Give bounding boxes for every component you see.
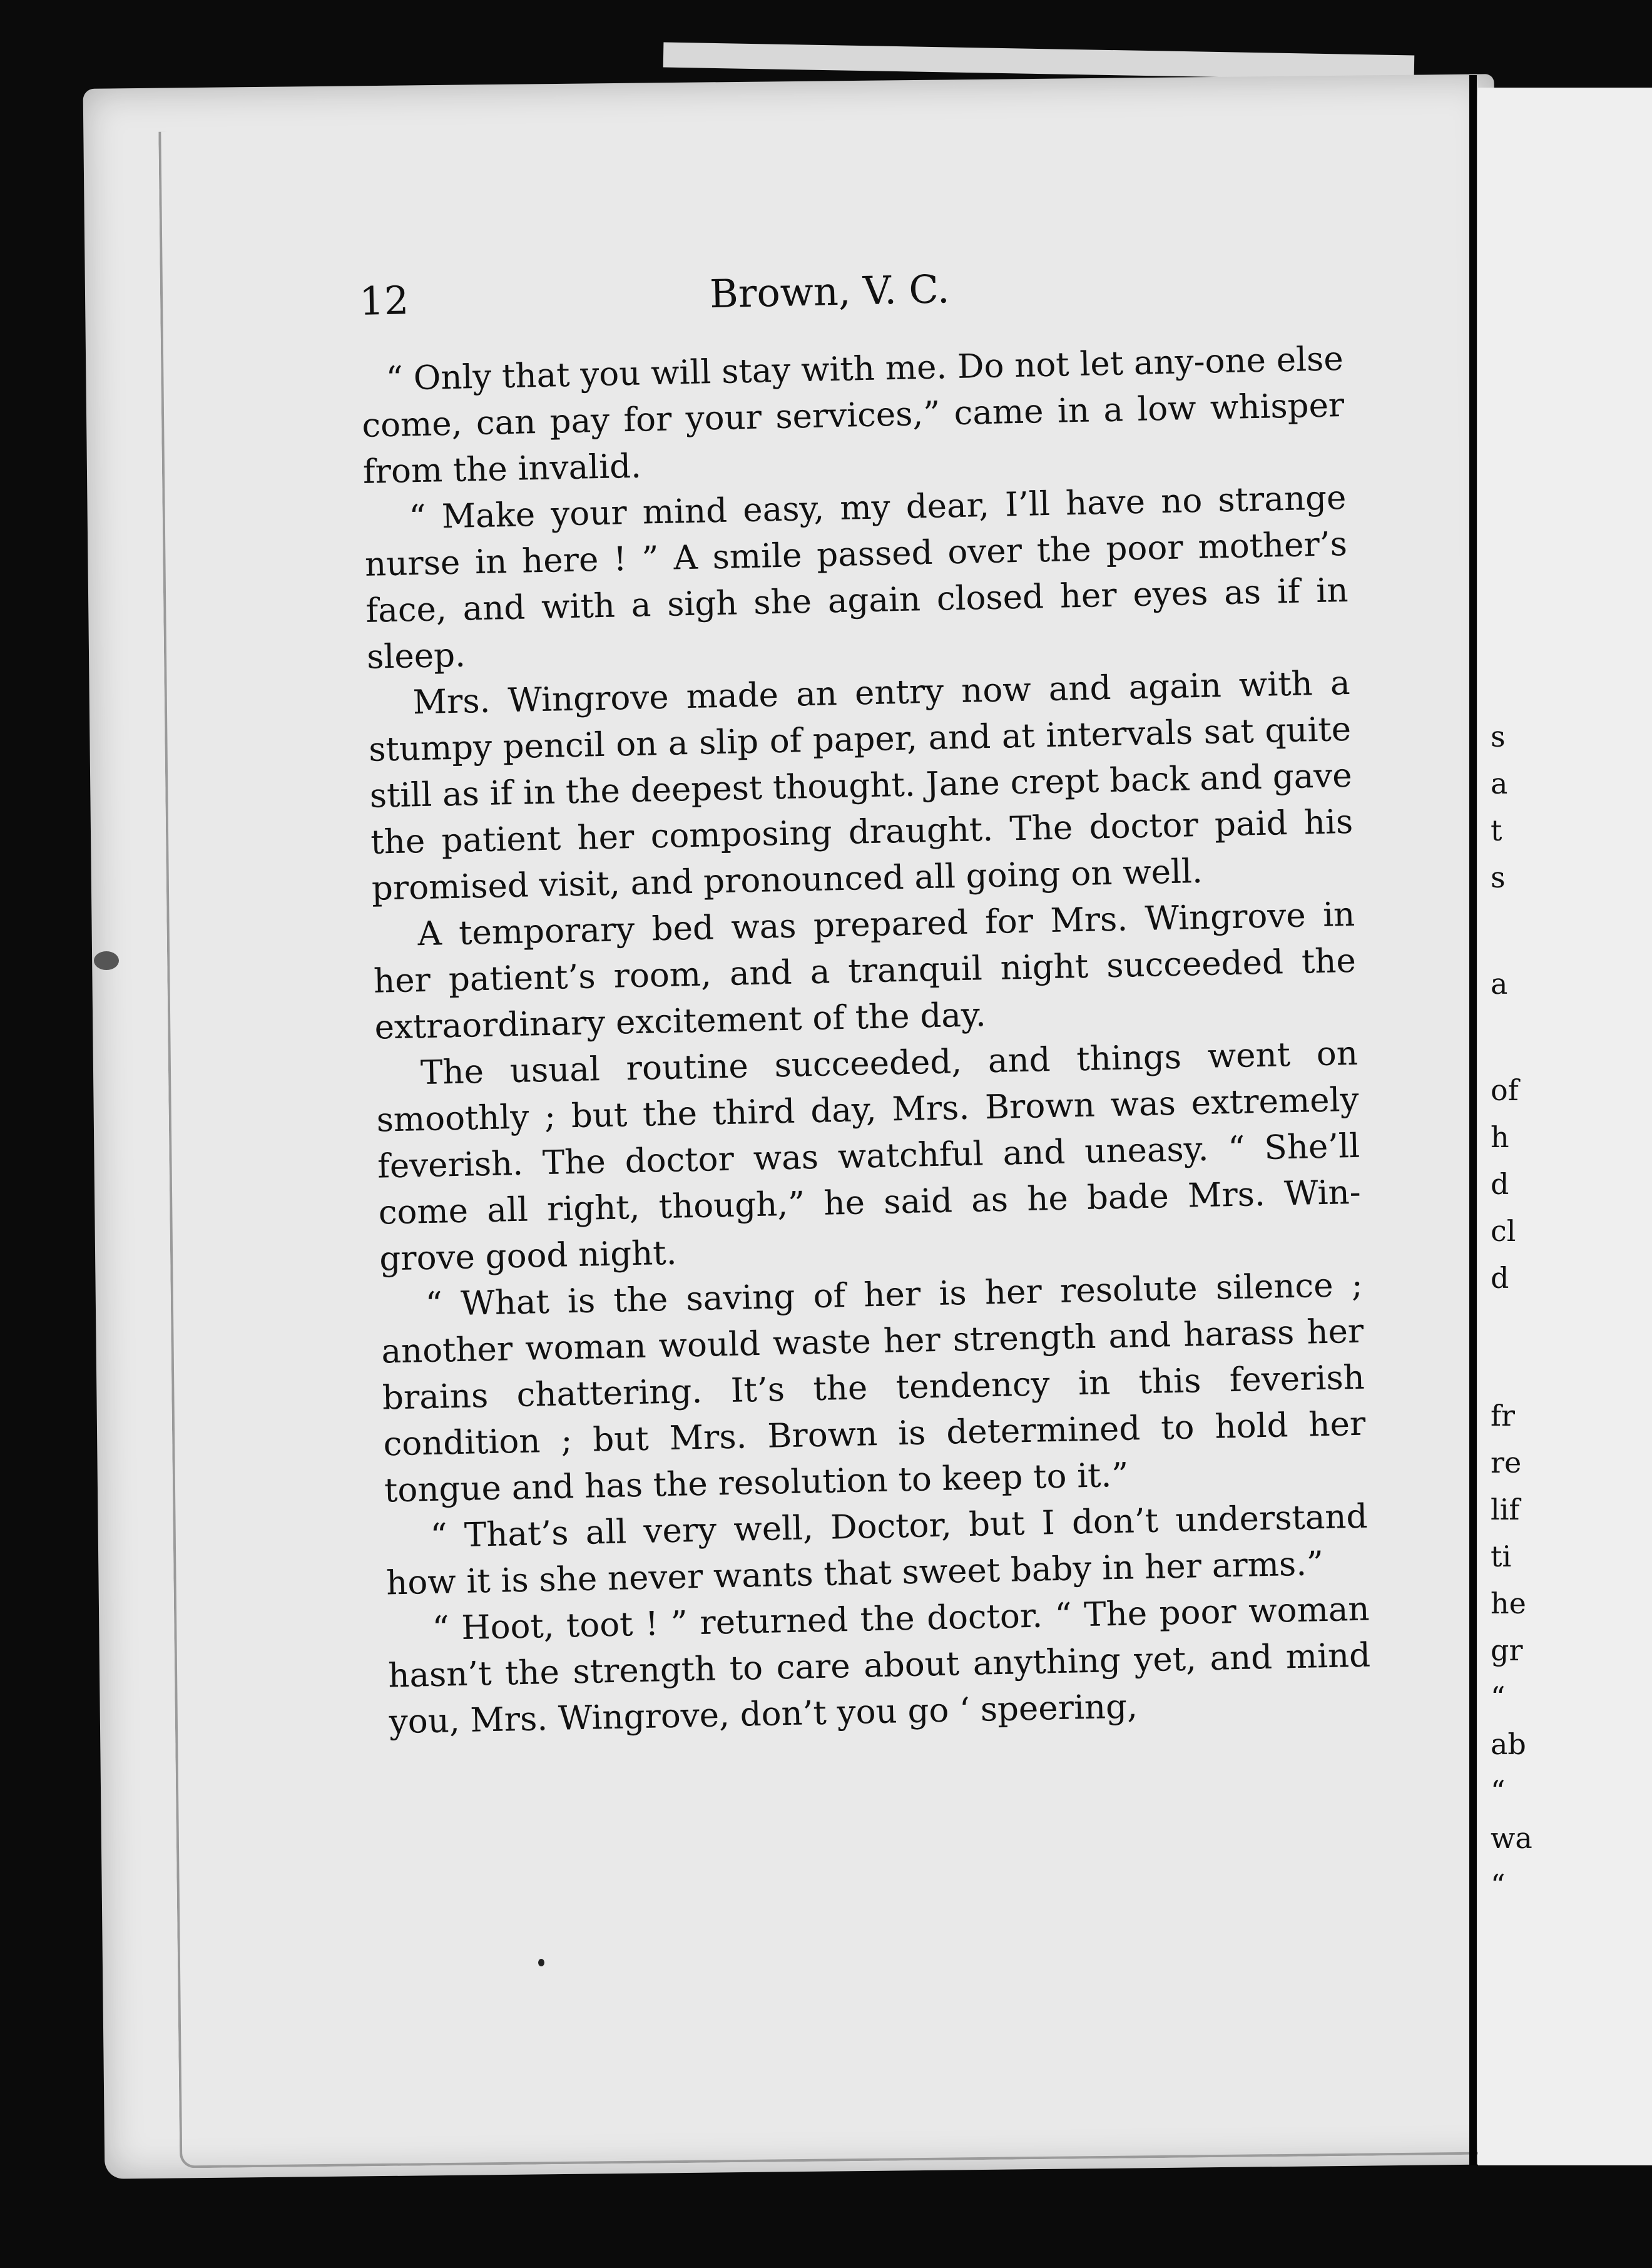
paragraph: A temporary bed was prepared for Mrs. Wingrove in her patient’s room, and a tranquil night succeeded the extraordinary excitement of the day. xyxy=(373,895,1357,1047)
right-page-text-fragment: lif xyxy=(1491,1493,1520,1526)
right-page-text-fragment: a xyxy=(1491,767,1508,800)
running-title: Brown, V. C. xyxy=(709,266,951,317)
right-page-text-fragment: ti xyxy=(1491,1540,1512,1573)
right-page-text-fragment: wa xyxy=(1491,1821,1532,1855)
right-page-text-fragment: “ xyxy=(1491,1868,1506,1902)
ink-speck xyxy=(538,1959,544,1966)
right-page-text-fragment: “ xyxy=(1491,1774,1506,1808)
right-page-text-fragment: a xyxy=(1491,967,1508,1001)
body-text xyxy=(360,336,1372,1745)
paragraph: “ Make your mind easy, my dear, I’ll have no strange nurse in here ! ” A smile passed over the poor mother’s face, and with a sigh she again closed her eyes as if in sleep. xyxy=(364,478,1349,677)
paragraph: “ Only that you will stay with me. Do not let any-one else come, can pay for your services,” came in a low whisper from the invalid. xyxy=(361,340,1345,491)
paragraph: “ That’s all very well, Doctor, but I don’t understand how it is she never wants that sweet baby in her arms.” xyxy=(385,1497,1368,1603)
paragraph: The usual routine succeeded, and things went on smoothly ; but the third day, Mrs. Brown was extremely feverish. The doctor was watchful and uneasy. “ She’ll come all right, though,” he said as he bade Mrs. Win-grove good night. xyxy=(376,1034,1362,1279)
right-page-text-fragment: cl xyxy=(1491,1214,1516,1248)
paragraph: Mrs. Wingrove made an entry now and again with a stumpy pencil on a slip of paper, and at intervals sat quite still as if in the deepest thought. Jane crept back and gave the patient her composing draught. The doctor paid his promised visit, and pronounced all going on well. xyxy=(368,663,1354,908)
running-head xyxy=(359,260,1236,335)
paragraph: “ What is the saving of her is her resolute silence ; another woman would waste her strength and harass her brains chattering. It’s the tendency in this feverish condition ; but Mrs. Brown is determined to hold her tongue and has the resolution to keep to it.” xyxy=(380,1265,1366,1510)
right-page-text-fragment: d xyxy=(1491,1261,1509,1295)
right-page-text-fragment: fr xyxy=(1491,1399,1516,1433)
right-page-text-fragment: “ xyxy=(1491,1680,1506,1714)
right-page-text-fragment: of xyxy=(1491,1073,1519,1107)
right-page-text-fragment: he xyxy=(1491,1586,1526,1620)
right-page-text-fragment: d xyxy=(1491,1167,1509,1201)
right-page-text-fragment: s xyxy=(1491,720,1506,753)
right-page-text-fragment: t xyxy=(1491,814,1502,847)
right-page-text-fragment: gr xyxy=(1491,1633,1523,1667)
scan-smudge xyxy=(94,951,119,970)
right-page-text-fragment: re xyxy=(1491,1446,1522,1479)
right-page-text-fragment: s xyxy=(1491,861,1506,894)
paragraph: “ Hoot, toot ! ” returned the doctor. “ The poor woman hasn’t the strength to care about anything yet, and mind you, Mrs. Wingrove, don’t you go ‘ speering, xyxy=(387,1590,1371,1742)
right-page-text-fragment: ab xyxy=(1491,1727,1526,1761)
page-number: 12 xyxy=(359,277,409,324)
right-page-text-fragment: h xyxy=(1491,1120,1509,1154)
